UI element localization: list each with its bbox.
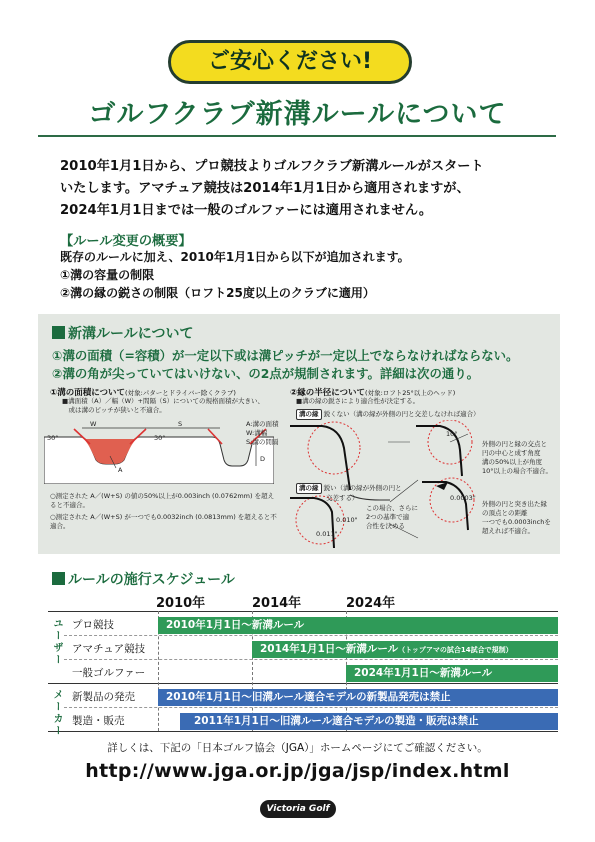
summary-line: 既存のルールに加え、2010年1月1日から以下が追加されます。 (60, 250, 410, 264)
edge-tag-text: 交差する） (326, 494, 359, 502)
edge-case-sharp (296, 483, 402, 503)
schedule-heading-text: ルールの施行スケジュール (68, 572, 235, 588)
panel-line-1: ①溝の面積（=容積）が一定以下或は溝ピッチが一定以上でならなければならない。 (52, 348, 519, 363)
distance-criterion-note (482, 500, 558, 536)
middle-note-line: 合性を決める (366, 522, 405, 530)
criterion-line: 一つでも0.0003inchを (482, 518, 551, 526)
criterion-line: 外側の円と突き出た縁 (482, 500, 547, 508)
edge-tag: 溝の縁 (296, 409, 322, 420)
criterion-line: 溝の50%以上が角度 (482, 458, 542, 466)
groove-area-title-text: ①溝の面積について (50, 388, 126, 398)
row-label-manufacture: 製造・販売 (72, 715, 125, 727)
groove-area-notes (50, 492, 280, 531)
row-divider (64, 707, 558, 708)
groove-area-diagram (44, 420, 274, 484)
intro-paragraph (60, 156, 550, 222)
edge-radius-desc: ■溝の縁の鋭さにより適合性が決定する。 (296, 397, 420, 405)
angle-left-label: 30° (47, 434, 59, 442)
year-2010: 2010年 (156, 596, 206, 611)
edge-tag-text: 鋭くない（溝の縁が外側の円と交差しなければ適合） (323, 410, 480, 418)
bar-amateur-note: （トップアマの試合14試合で規制） (398, 646, 513, 654)
panel-line-2: ②溝の角が尖っていてはいけない、の2点が規制されます。詳細は次の通り。 (52, 366, 480, 381)
schedule-bottom-line (48, 731, 558, 732)
schedule-heading (52, 569, 235, 589)
bar-amateur-text: 2014年1月1日～新溝ルール (260, 643, 399, 655)
row-label-amateur: アマチュア競技 (72, 643, 146, 655)
page-title: ゴルフクラブ新溝ルールについて (88, 99, 507, 130)
groove-note: ○測定された A／(W+S) が一つでも0.0032inch (0.0813mm) を超えると不適合。 (50, 513, 277, 530)
bar-new-product: 2010年1月1日～旧溝ルール適合モデルの新製品発売は禁止 (158, 689, 558, 706)
panel-heading-text: 新溝ルールについて (68, 326, 194, 342)
groove-area-desc (62, 397, 264, 415)
dim-0010: 0.010" (336, 516, 358, 524)
groove-note: ○測定された A／(W+S) の値の50%以上が0.003inch (0.0762mm) を超えると不適合。 (50, 492, 275, 509)
year-2014: 2014年 (252, 596, 302, 611)
criterion-line: 外側の円と縁の交点と (482, 440, 547, 448)
edge-radius-title-text: ②縁の半径について (290, 388, 366, 398)
bar-general: 2024年1月1日～新溝ルール (346, 665, 558, 682)
schedule-group-divider (48, 683, 558, 684)
groove-area-desc-line: 或は溝のピッチが狭いと不適合。 (62, 406, 166, 414)
groove-area-desc-line: ■溝面積（A）／幅（W）+間隔（S）についての規格面積が大きい、 (62, 397, 264, 405)
edge-tag: 溝の縁 (296, 483, 322, 494)
square-bullet-icon (52, 572, 65, 585)
year-2024: 2024年 (346, 596, 396, 611)
edge-case-dull (296, 409, 480, 420)
width-label: W (90, 420, 97, 428)
spacing-label: S (178, 420, 183, 428)
angle-criterion-note (482, 440, 558, 476)
row-label-pro: プロ競技 (72, 619, 114, 631)
intro-line: いたします。アマチュア競技は2014年1月1日から適用されますが、 (60, 181, 470, 196)
footer-note: 詳しくは、下記の「日本ゴルフ協会（JGA）」ホームページにてご確認ください。 (107, 742, 488, 754)
edge-radius-title-note: (対象:ロフト25°以上のヘッド) (365, 389, 456, 397)
criterion-line: の頂点との距離 (482, 509, 528, 517)
dim-0011: 0.011" (316, 530, 338, 538)
edge-tag-text: 鋭い（溝の縁が外側の円と (323, 484, 402, 492)
group-label-user: ユーザー (51, 618, 62, 666)
criterion-line: 10°以上の場合不適合。 (482, 467, 553, 475)
summary-heading: 【ルール変更の概要】 (60, 234, 192, 249)
angle-10-label: 10° (446, 430, 458, 438)
dim-00003: 0.0003" (450, 494, 476, 502)
reassurance-badge: ご安心ください! (168, 40, 412, 84)
bar-amateur (252, 641, 558, 658)
bar-pro: 2010年1月1日～新溝ルール (158, 617, 558, 634)
criterion-line: 超えれば不適合。 (482, 527, 534, 535)
edge-middle-note (366, 504, 418, 531)
panel-heading (52, 323, 193, 343)
middle-note-line: この場合、さらに (366, 504, 418, 512)
row-divider (64, 659, 558, 660)
victoria-golf-logo: Victoria Golf (260, 800, 336, 818)
criterion-line: 円の中心と成す角度 (482, 449, 541, 457)
groove-area-title-note: (対象:パターとドライバー除くクラブ) (125, 389, 236, 397)
area-label: A (118, 466, 123, 474)
intro-line: 2010年1月1日から、プロ競技よりゴルフクラブ新溝ルールがスタート (60, 159, 484, 174)
jga-url-link[interactable]: http://www.jga.or.jp/jga/jsp/index.html (85, 760, 510, 782)
legend-line: W:溝幅 (246, 429, 268, 437)
intro-line: 2024年1月1日までは一般のゴルファーには適用されません。 (60, 203, 433, 218)
group-label-maker: メーカー (51, 689, 62, 737)
angle-right-label: 30° (154, 434, 166, 442)
legend-line: A:溝の面積 (246, 420, 279, 428)
bar-manufacture: 2011年1月1日～旧溝ルール適合モデルの製造・販売は禁止 (180, 713, 558, 730)
summary-item-sharpness: ②溝の縁の鋭さの制限（ロフト25度以上のクラブに適用） (60, 286, 375, 300)
summary-item-capacity: ①溝の容量の制限 (60, 268, 155, 282)
row-label-new-product: 新製品の発売 (72, 691, 135, 703)
square-bullet-icon (52, 326, 65, 339)
row-divider (64, 635, 558, 636)
schedule-top-line (48, 611, 558, 612)
groove-legend (246, 420, 279, 447)
middle-note-line: 2つの基準で適 (366, 513, 410, 521)
title-divider (38, 135, 556, 137)
legend-line: S:溝の間隔 (246, 438, 279, 446)
depth-label: D (260, 455, 266, 463)
row-label-general: 一般ゴルファー (72, 667, 146, 679)
